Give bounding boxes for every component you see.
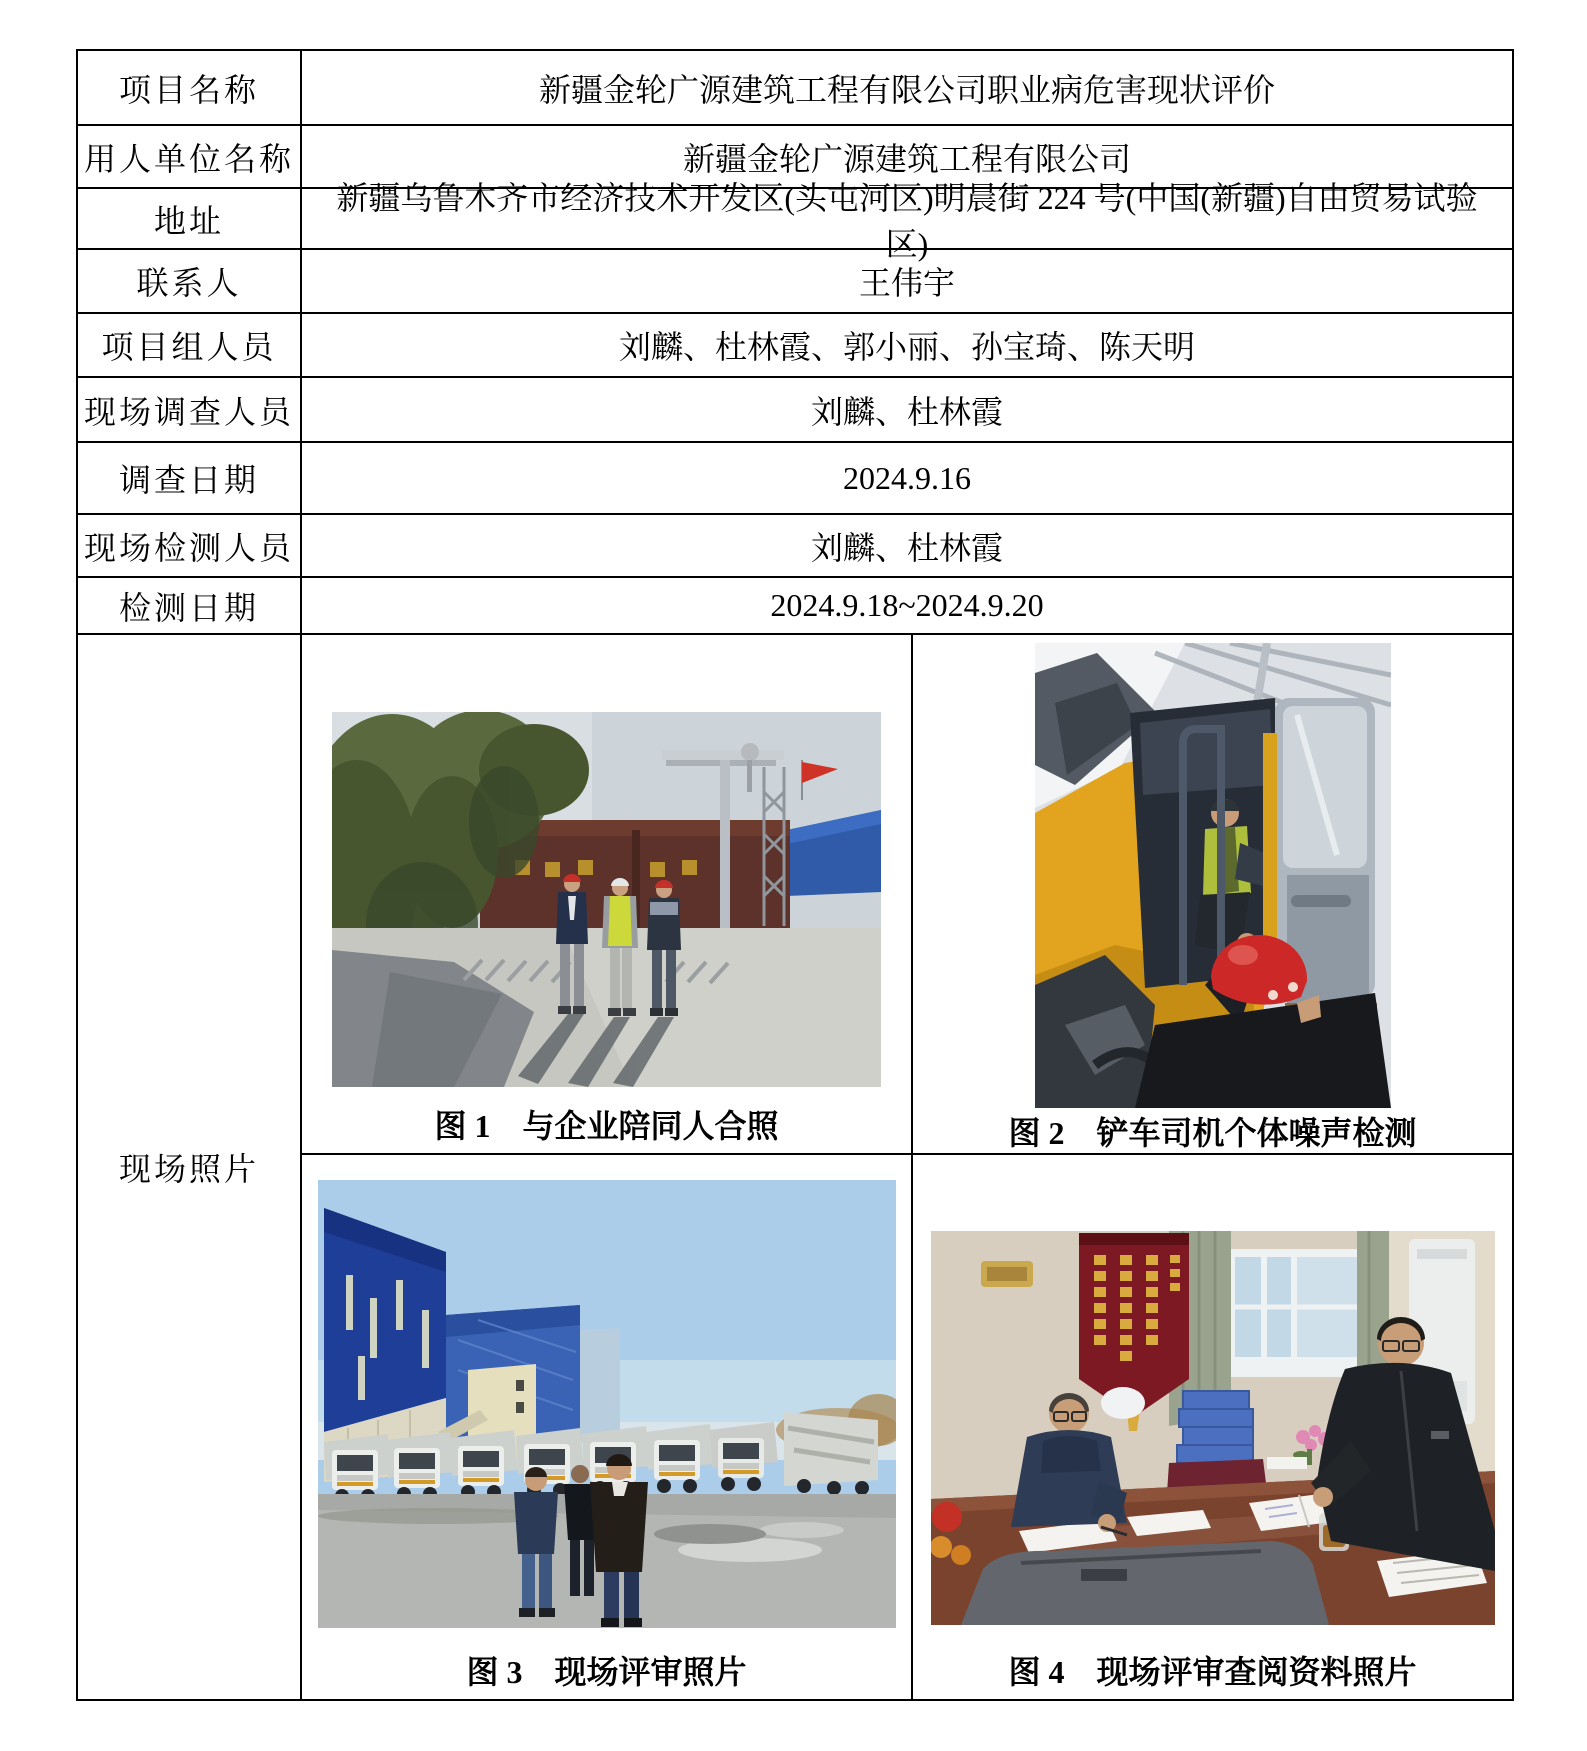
- photo-grid: [302, 635, 1512, 1699]
- photo-2-loader-noise-test: [1035, 643, 1391, 1108]
- row-label-project-team: 项目组人员: [78, 314, 302, 376]
- row-value-testing-date: 2024.9.18~2024.9.20: [770, 587, 1044, 623]
- row-value-testing-staff: 刘麟、杜林霞: [810, 529, 1003, 566]
- blue-boxes: [1177, 1391, 1253, 1463]
- table-row: [78, 250, 1512, 314]
- photo-1-group-at-gate: [332, 712, 881, 1087]
- row-value-contact-person: 王伟宇: [858, 265, 955, 301]
- row-label-site-photos: 现场照片: [78, 635, 302, 1699]
- photo-cell-2: [913, 635, 1512, 1155]
- row-label-project-name: 项目名称: [78, 51, 302, 124]
- photo-2-caption: 图 2 铲车司机个体噪声检测: [1008, 1115, 1417, 1151]
- photo-4-document-review: [931, 1231, 1495, 1625]
- photo-cell-1: [302, 635, 913, 1155]
- pump-truck: [784, 1412, 878, 1495]
- photo-4-caption: 图 4 现场评审查阅资料照片: [1008, 1654, 1417, 1690]
- table-row: [78, 515, 1512, 578]
- site-photos-row: [78, 635, 1512, 1699]
- row-value-survey-staff: 刘麟、杜林霞: [810, 393, 1003, 430]
- table-row: [78, 179, 1512, 262]
- table-row: [78, 314, 1512, 378]
- photo-3-site-review-yard: [318, 1180, 896, 1628]
- row-value-project-team: 刘麟、杜林霞、郭小丽、孙宝琦、陈天明: [618, 329, 1195, 365]
- table-row: [78, 578, 1512, 635]
- photo-3-caption: 图 3 现场评审照片: [466, 1654, 747, 1690]
- table-row: [78, 51, 1512, 126]
- row-label-contact-person: 联系人: [78, 250, 302, 312]
- row-label-address: 地址: [78, 189, 302, 248]
- row-value-survey-date: 2024.9.16: [843, 459, 971, 496]
- report-info-table: [76, 49, 1514, 1701]
- row-label-testing-date: 检测日期: [78, 578, 302, 633]
- row-label-survey-date: 调查日期: [78, 443, 302, 513]
- row-label-testing-staff: 现场检测人员: [78, 515, 302, 576]
- photo-cell-4: [913, 1155, 1512, 1699]
- photo-2-image: [1035, 643, 1391, 1108]
- row-value-address: 新疆乌鲁木齐市经济技术开发区(头屯河区)明晨街 224 号(中国(新疆)自由贸易试验区): [336, 179, 1478, 262]
- row-label-employer-name: 用人单位名称: [78, 126, 302, 187]
- row-label-survey-staff: 现场调查人员: [78, 378, 302, 441]
- photo-1-caption: 图 1 与企业陪同人合照: [434, 1108, 779, 1144]
- row-value-employer-name: 新疆金轮广源建筑工程有限公司: [682, 140, 1131, 177]
- table-row: [78, 443, 1512, 515]
- photo-3-image: [318, 1180, 896, 1628]
- photo-1-image: [332, 712, 881, 1087]
- photo-4-image: [931, 1231, 1495, 1625]
- table-row: [78, 378, 1512, 443]
- row-value-project-name: 新疆金轮广源建筑工程有限公司职业病危害现状评价: [538, 71, 1275, 108]
- grey-bag: [961, 1541, 1329, 1625]
- photo-cell-3: [302, 1155, 913, 1699]
